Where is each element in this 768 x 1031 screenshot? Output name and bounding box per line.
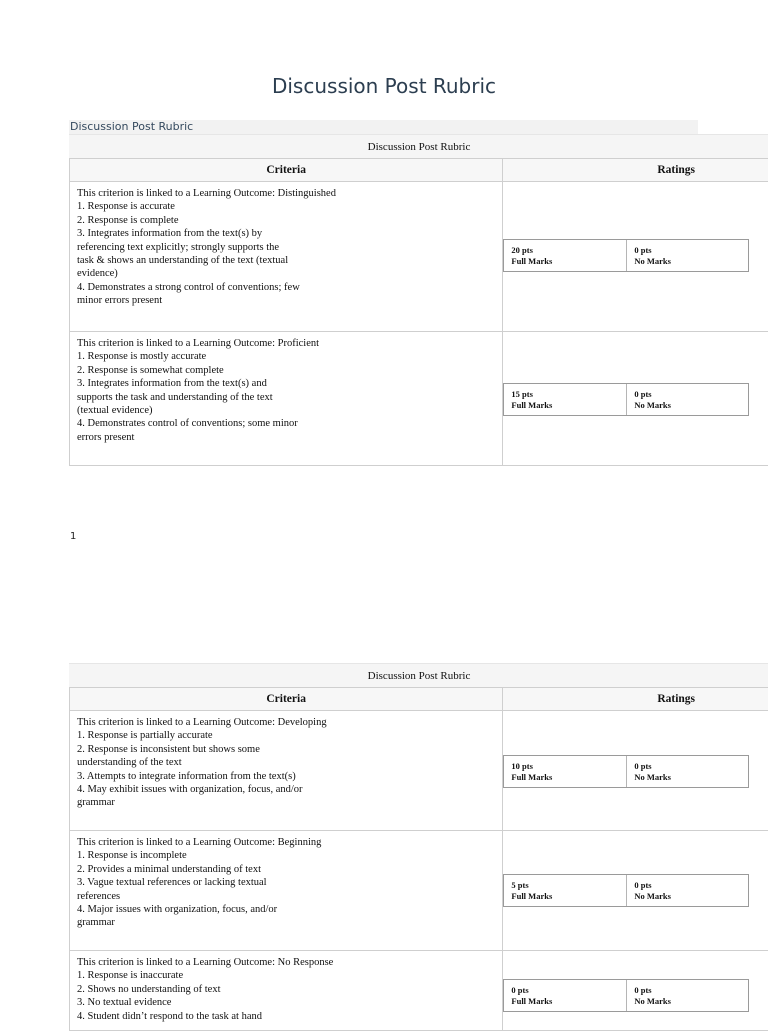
section-heading: Discussion Post Rubric: [69, 120, 698, 134]
criteria-line: understanding of the text: [77, 757, 182, 769]
criteria-line: 4. May exhibit issues with organization, focus, and/or: [77, 784, 303, 796]
criteria-line: This criterion is linked to a Learning Outcome: Beginning: [77, 837, 322, 848]
rubric-row: [69, 951, 768, 1031]
document-title: Discussion Post Rubric: [271, 74, 497, 98]
rating-points: 0 pts: [511, 985, 529, 995]
rating-points: 0 pts: [634, 389, 652, 399]
rating-options: [503, 755, 749, 788]
rating-label: No Marks: [634, 890, 671, 901]
rating-label: No Marks: [634, 995, 671, 1006]
rating-points: 0 pts: [634, 245, 652, 255]
criteria-line: 2. Response is somewhat complete: [77, 364, 224, 376]
rubric-header-row: [69, 687, 768, 711]
criteria-line: (textual evidence): [77, 405, 153, 417]
criteria-line: 1. Response is incomplete: [77, 850, 187, 862]
criteria-cell: [70, 332, 503, 465]
criteria-cell: [70, 182, 503, 331]
criteria-line: 4. Demonstrates control of conventions; some minor: [77, 418, 298, 430]
criteria-line: 1. Response is inaccurate: [77, 970, 184, 982]
rating-label: Full Marks: [511, 995, 553, 1006]
rubric-row: [69, 711, 768, 831]
criteria-line: This criterion is linked to a Learning Outcome: Distinguished: [77, 188, 336, 199]
criteria-line: evidence): [77, 268, 118, 280]
rating-options: [503, 979, 749, 1012]
rubric-table: [69, 663, 768, 1031]
rating-no-marks: [626, 240, 748, 271]
criteria-line: referencing text explicitly; strongly supports the: [77, 241, 280, 253]
criteria-line: This criterion is linked to a Learning Outcome: Developing: [77, 717, 327, 728]
rating-points: 0 pts: [634, 761, 652, 771]
rating-label: Full Marks: [511, 771, 553, 782]
rating-full-marks: [504, 980, 626, 1011]
criteria-header: Criteria: [70, 688, 503, 710]
criteria-line: 3. Attempts to integrate information from the text(s): [77, 770, 296, 782]
rating-points: 0 pts: [634, 880, 652, 890]
criteria-line: grammar: [77, 797, 115, 809]
rating-label: No Marks: [634, 399, 671, 410]
rating-no-marks: [626, 980, 748, 1011]
criteria-line: 4. Major issues with organization, focus, and/or: [77, 904, 278, 916]
rubric-header-row: [69, 158, 768, 182]
criteria-cell: [70, 951, 503, 1030]
rating-points: 5 pts: [511, 880, 529, 890]
criteria-line: grammar: [77, 917, 115, 929]
criteria-line: 1. Response is mostly accurate: [77, 351, 207, 363]
rating-no-marks: [626, 384, 748, 415]
ratings-cell: [503, 831, 768, 950]
rating-no-marks: [626, 756, 748, 787]
rubric-row: [69, 831, 768, 951]
criteria-header: Criteria: [70, 159, 503, 181]
rating-label: Full Marks: [511, 890, 553, 901]
criteria-line: 1. Response is accurate: [77, 201, 175, 213]
rubric-rows: [69, 182, 768, 466]
criteria-line: 3. No textual evidence: [77, 997, 172, 1009]
rubric-table: [69, 134, 768, 466]
rating-full-marks: [504, 384, 626, 415]
ratings-header: Ratings: [657, 164, 696, 176]
rating-options: [503, 874, 749, 907]
rubric-rows: [69, 711, 768, 1031]
rating-label: Full Marks: [511, 399, 553, 410]
criteria-cell: [70, 711, 503, 830]
criteria-line: 2. Response is complete: [77, 214, 179, 226]
ratings-cell: [503, 182, 768, 331]
rubric-row: [69, 332, 768, 466]
rating-options: [503, 383, 749, 416]
criteria-line: 3. Integrates information from the text(s) by: [77, 228, 263, 240]
criteria-line: 3. Integrates information from the text(s) and: [77, 378, 267, 390]
rubric-caption: Discussion Post Rubric: [69, 663, 768, 687]
criteria-line: 4. Demonstrates a strong control of conventions; few: [77, 281, 300, 293]
rating-full-marks: [504, 756, 626, 787]
rating-options: [503, 239, 749, 272]
criteria-line: 3. Vague textual references or lacking textual: [77, 877, 267, 889]
rating-points: 15 pts: [511, 389, 533, 399]
ratings-header: Ratings: [657, 693, 696, 705]
rating-label: No Marks: [634, 771, 671, 782]
rating-points: 10 pts: [511, 761, 533, 771]
criteria-line: minor errors present: [77, 295, 163, 307]
criteria-line: This criterion is linked to a Learning Outcome: Proficient: [77, 338, 320, 349]
rating-points: 20 pts: [511, 245, 533, 255]
rating-full-marks: [504, 875, 626, 906]
criteria-line: 2. Provides a minimal understanding of text: [77, 863, 262, 875]
page-number: 1: [70, 531, 77, 542]
criteria-line: task & shows an understanding of the text (textual: [77, 255, 289, 267]
rating-label: Full Marks: [511, 255, 553, 266]
rating-points: 0 pts: [634, 985, 652, 995]
ratings-cell: [503, 332, 768, 465]
criteria-line: supports the task and understanding of the text: [77, 391, 273, 403]
rating-label: No Marks: [634, 255, 671, 266]
rubric-caption: Discussion Post Rubric: [69, 134, 768, 158]
rating-full-marks: [504, 240, 626, 271]
criteria-line: errors present: [77, 431, 135, 443]
rubric-row: [69, 182, 768, 332]
criteria-line: 2. Shows no understanding of text: [77, 983, 221, 995]
criteria-line: references: [77, 890, 121, 902]
ratings-cell: [503, 711, 768, 830]
criteria-line: 2. Response is inconsistent but shows some: [77, 743, 260, 755]
rating-no-marks: [626, 875, 748, 906]
criteria-line: This criterion is linked to a Learning Outcome: No Response: [77, 957, 334, 968]
criteria-line: 1. Response is partially accurate: [77, 730, 213, 742]
criteria-cell: [70, 831, 503, 950]
criteria-line: 4. Student didn’t respond to the task at hand: [77, 1010, 262, 1022]
ratings-cell: [503, 951, 768, 1030]
